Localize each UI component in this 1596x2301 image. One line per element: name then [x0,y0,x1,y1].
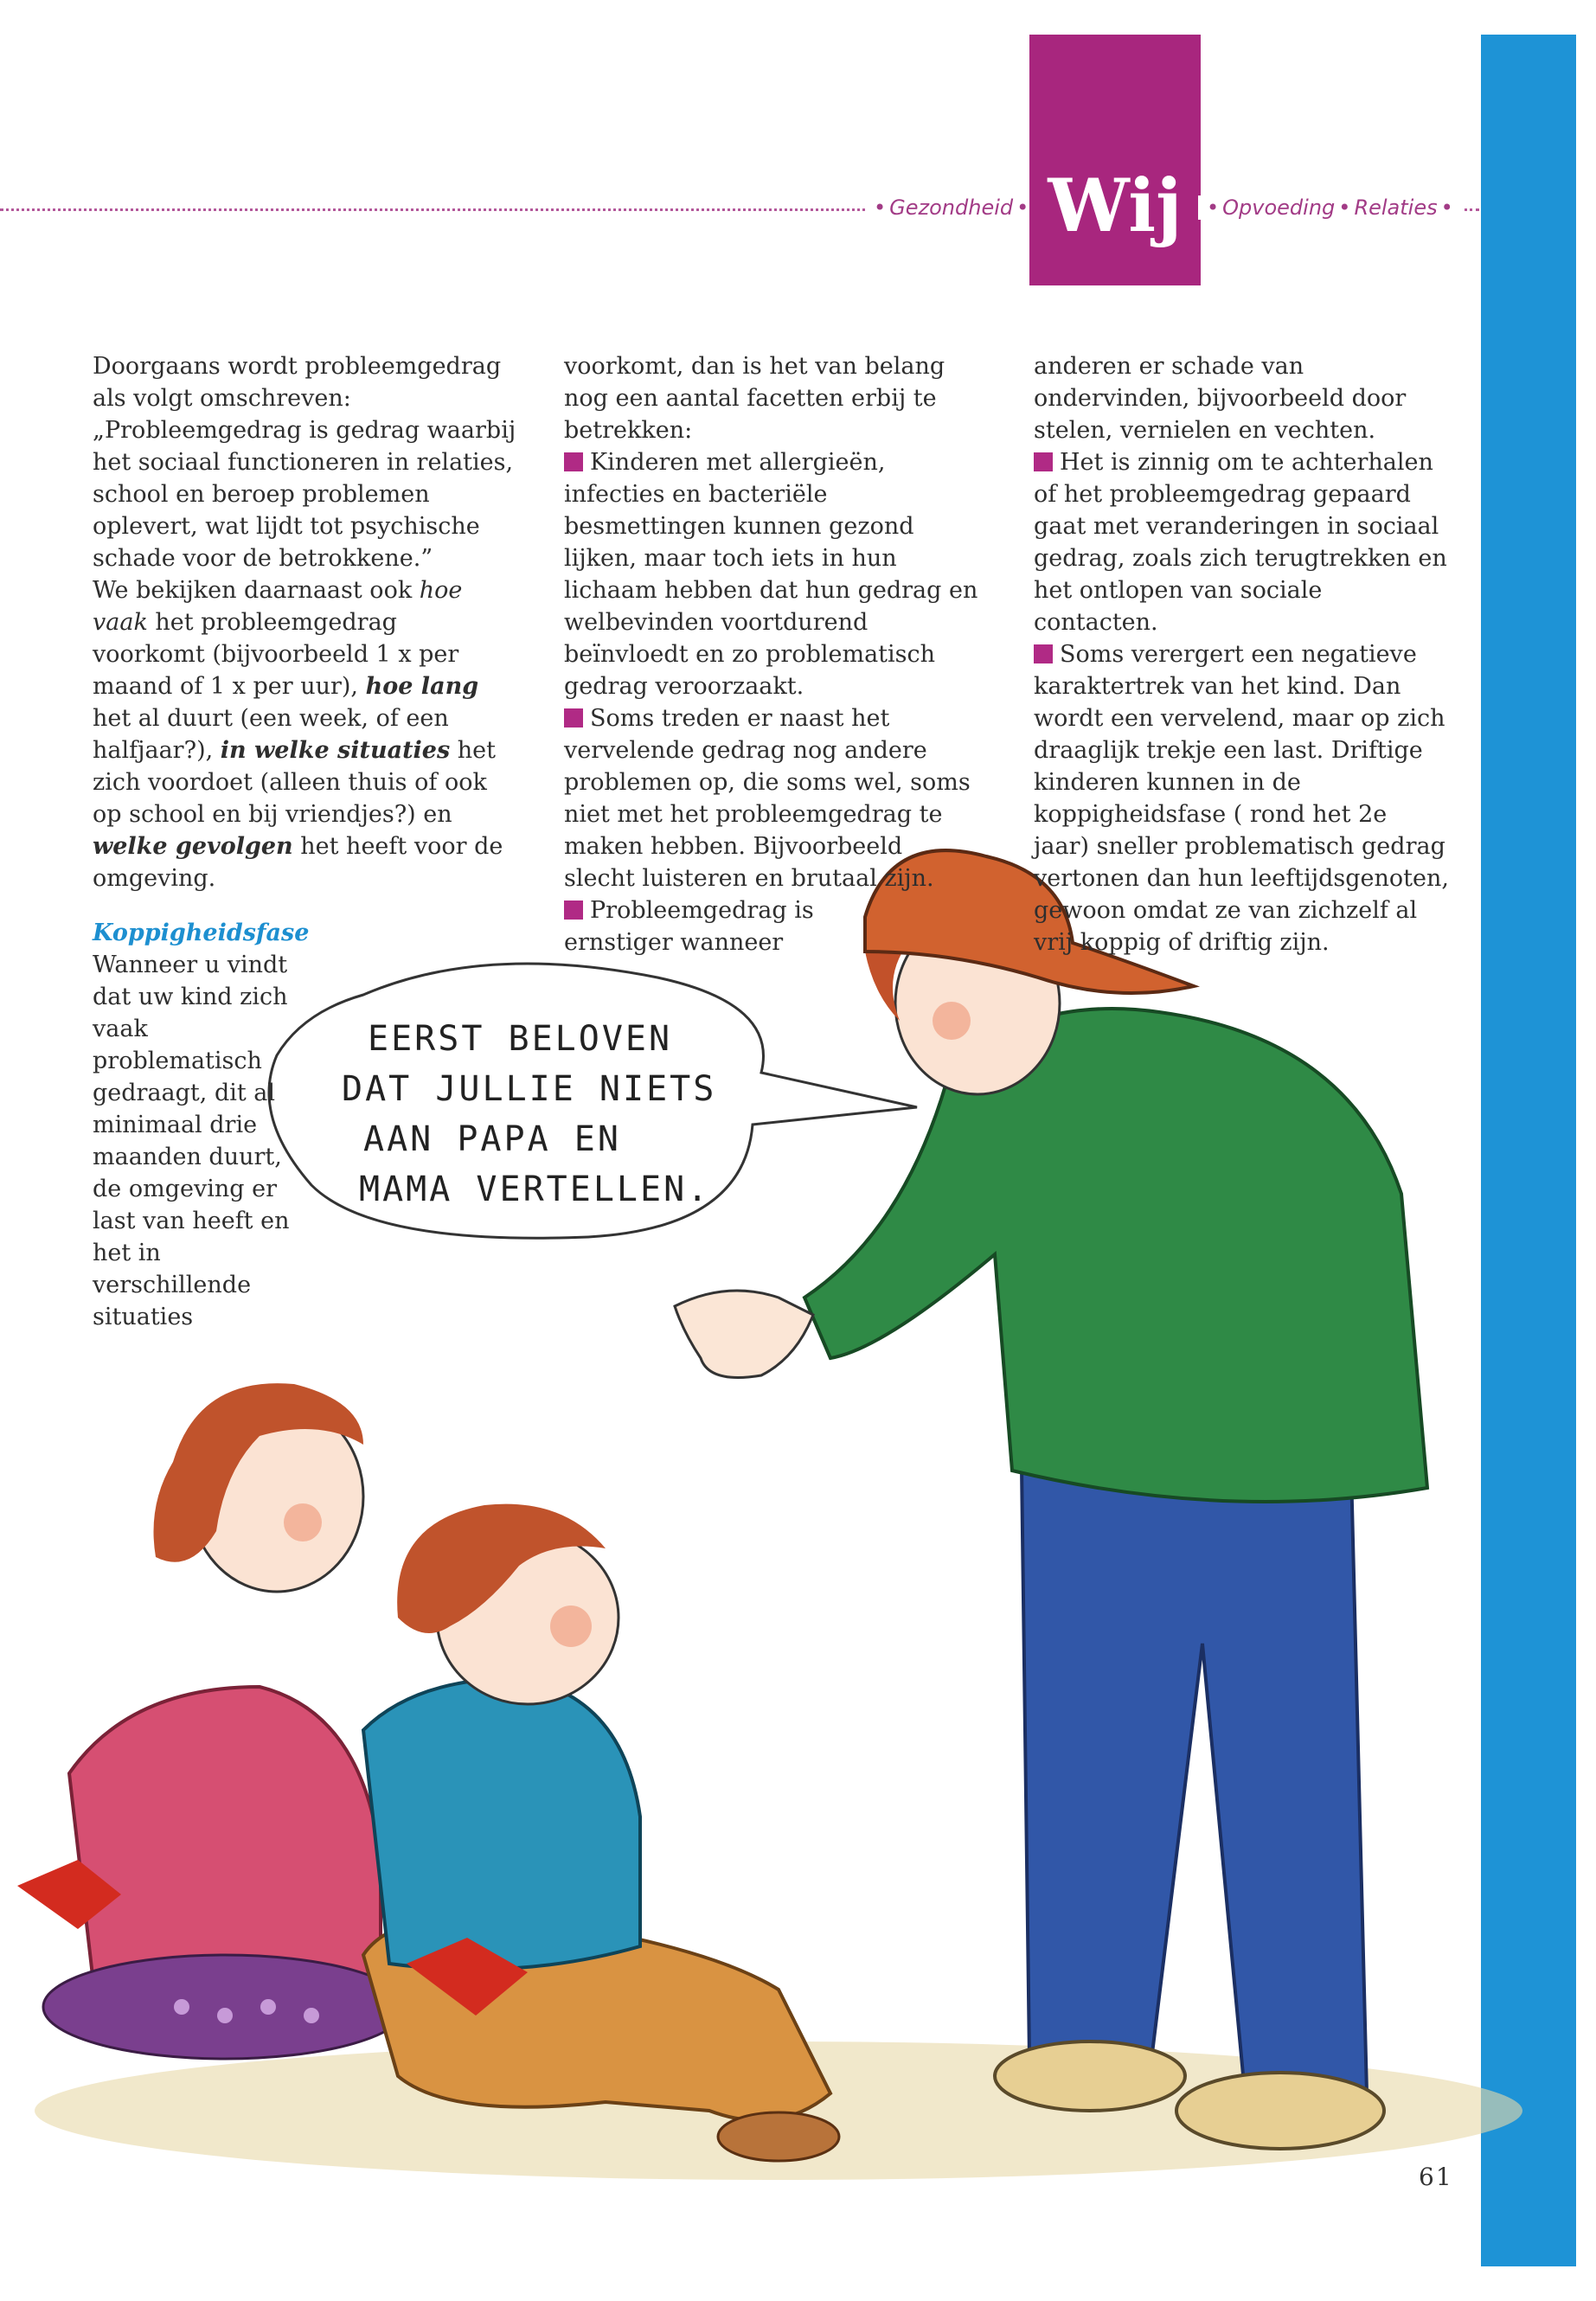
nav-relaties[interactable]: Relaties [1354,195,1438,220]
col1-paragraph-3: Wanneer u vindt dat uw kind zich vaak problematisch gedraagt, dit al minimaal drie maanden duurt, de omgeving er last van heeft en het in verschillende situaties [93,952,290,1330]
col1-paragraph-2: We bekijken daarnaast ook hoe vaak het probleemgedrag voorkomt (bijvoorbeeld 1 x per maand of 1 x per uur), hoe lang het al duurt (een week, of een halfjaar?), in welke situaties het zich voordoet (alleen thuis of ook op school en bij vriendjes?) en welke gevolgen het heeft voor de omgeving. [93,577,503,892]
bubble-line-2: DAT JULLIE NIETS [342,1069,717,1109]
boy-figure [363,1504,839,2161]
col1-quote: „Probleemgedrag is gedrag waarbij het sociaal functioneren in relaties, school en beroep problemen oplevert, wat lijdt tot psychische schade voor de betrokkene.” [93,417,516,572]
subheading-koppigheidsfase: Koppigheidsfase [93,920,310,946]
page-number: 61 [1419,2163,1453,2191]
col3-bullet-1: Het is zinnig om te achterhalen of het probleemgedrag gepaard gaat met veranderingen in sociaal gedrag, zoals zich terugtrekken en het ontlopen van sociale contacten. [1034,449,1447,636]
bubble-line-3: AAN PAPA EN [363,1119,621,1159]
col3-intro: anderen er schade van ondervinden, bijvoorbeeld door stelen, vernielen en vechten. [1034,353,1407,444]
girl-figure [17,1383,407,2059]
col1-intro: Doorgaans wordt probleemgedrag als volgt omschreven: [93,353,502,412]
bullet-square [564,452,583,471]
older-boy-figure [675,850,1427,2149]
col2-bullet-1: Kinderen met allergieën, infecties en bacteriële besmettingen kunnen gezond lijken, maar toch iets in hun lichaam hebben dat hun gedrag en welbevinden voortdurend beïnvloedt en zo problematisch gedrag veroorzaakt. [564,449,978,700]
col2-bullet-3: Probleemgedrag is ernstiger wanneer [564,897,814,956]
bullet-square [1034,644,1053,663]
text-column-2 [564,350,979,958]
nav-opvoeding[interactable]: Opvoeding [1222,195,1336,220]
nav-right[interactable]: • Opvoeding • Relaties • [1198,195,1462,220]
bullet-square [564,708,583,727]
section-tab-title: Wij [1048,163,1183,248]
text-column-1 [93,350,516,1333]
nav-left[interactable]: • Gezondheid • [865,195,1037,220]
bullet-square [1034,452,1053,471]
col3-bullet-2: Soms verergert een negatieve karaktertrek van het kind. Dan wordt een vervelend, maar op zich draaglijk trekje een last. Driftige kinderen kunnen in de koppigheidsfase ( rond het 2e jaar) sneller problematisch gedrag vertonen dan hun leeftijdsgenoten, gewoon omdat ze van zichzelf al vrij koppig of driftig zijn. [1034,641,1449,956]
col2-intro: voorkomt, dan is het van belang nog een aantal facetten erbij te betrekken: [564,353,945,444]
text-column-3 [1034,350,1449,958]
bubble-line-4: MAMA VERTELLEN. [359,1170,711,1209]
col2-bullet-2: Soms treden er naast het vervelende gedrag nog andere problemen op, die soms wel, soms niet met het probleemgedrag te maken hebben. Bijvoorbeeld slecht luisteren en brutaal zijn. [564,705,971,892]
bubble-line-1: EERST BELOVEN [368,1019,673,1059]
bullet-square [564,901,583,920]
nav-gezondheid[interactable]: Gezondheid [889,195,1014,220]
